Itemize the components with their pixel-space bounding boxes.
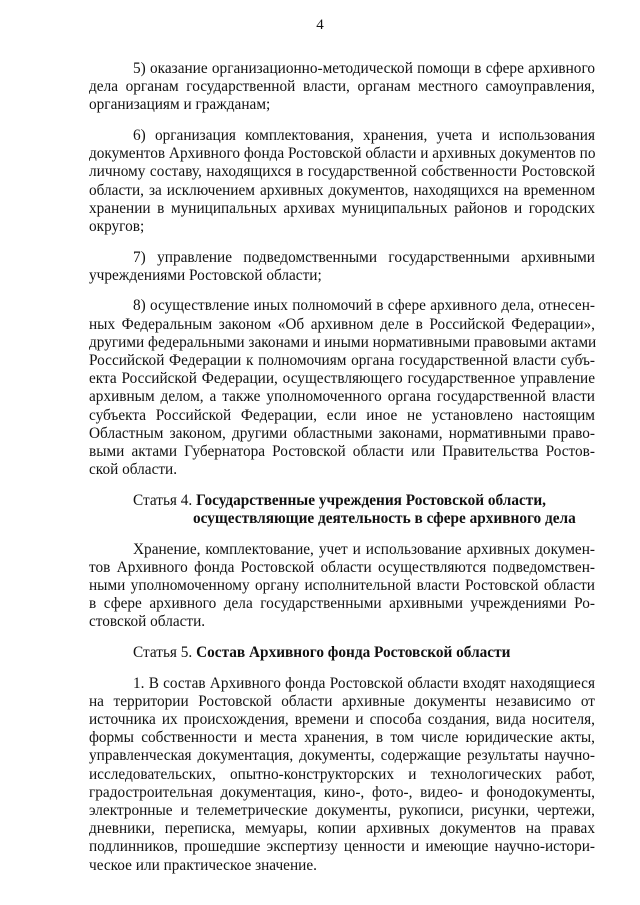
paragraph-item-8: [89, 297, 595, 479]
text-line: дела органам государственной власти, органам местного самоуправления,: [89, 78, 595, 96]
text-line: на территории Ростовской области архивные документы независимо от: [89, 692, 595, 710]
text-line: округов;: [89, 218, 145, 236]
text-line: градостроительная документация, кино-, фото-, видео- и фонодокументы,: [89, 783, 595, 801]
text-line: архивным делом, а также уполномоченного органа государственной власти: [89, 388, 595, 406]
text-line: стовской области.: [89, 613, 206, 631]
text-line: личному составу, находящихся в государственной собственности Ростовской: [89, 163, 595, 181]
text-line: екта Российской Федерации, осуществляющего государственное управление: [89, 370, 595, 388]
text-line: источника их происхождения, времени и способа создания, вида носителя,: [89, 711, 595, 729]
page-number: 4: [316, 17, 324, 33]
text-line: учреждениями Ростовской области;: [89, 266, 322, 284]
text-line: хранении в муниципальных архивах муниципальных районов и городских: [89, 199, 595, 217]
text-line: формы собственности и места хранения, в том числе юридические акты,: [89, 729, 595, 747]
article-4-body: [89, 541, 595, 632]
text-line: 8) осуществление иных полномочий в сфере архивного дела, отнесен-: [133, 297, 595, 315]
text-line: области, за исключением архивных документов, находящихся на временном: [89, 181, 595, 199]
text-line: 7) управление подведомственными государственными архивными: [133, 248, 595, 266]
text-line: ской области.: [89, 461, 178, 479]
article-4-heading: [89, 492, 595, 528]
text-line: субъекта Российской Федерации, если иное не установлено настоящим: [89, 406, 595, 424]
text-line: управленческая документация, документы, содержащие результаты научно-: [89, 747, 595, 765]
text-line: в сфере архивного дела государственными архивными учреждениями Ро-: [89, 595, 595, 613]
article-4-title: Государственные учреждения Ростовской области,: [196, 491, 546, 509]
paragraph-item-6: [89, 127, 595, 236]
document-body: [89, 60, 595, 887]
text-line: 6) организация комплектования, хранения, учета и использования: [133, 127, 595, 144]
text-line: Хранение, комплектование, учет и использование архивных докумен-: [133, 540, 595, 558]
article-5-heading: [89, 644, 595, 662]
text-line: дневники, переписка, мемуары, копии архивных документов на правах: [89, 820, 595, 838]
article-4-label: Статья 4.: [133, 491, 193, 509]
text-line: ческое или практическое значение.: [89, 856, 317, 874]
text-line: организациям и гражданам;: [89, 96, 271, 114]
text-line: исследовательских, опытно-конструкторских и технологических работ,: [89, 765, 595, 783]
text-line: подлинников, прошедшие экспертизу ценности и имеющие научно-истори-: [89, 838, 595, 856]
text-line: 1. В состав Архивного фонда Ростовской области входят находящиеся: [133, 674, 595, 692]
text-line: Областным законом, другими областными законами, нормативными право-: [89, 424, 595, 442]
article-5-title: Состав Архивного фонда Ростовской области: [196, 644, 511, 662]
article-4-title-continued: осуществляющие деятельность в сфере архивного дела: [193, 510, 576, 528]
text-line: 5) оказание организационно-методической помощи в сфере архивного: [133, 60, 595, 77]
text-line: тов Архивного фонда Ростовской области осуществляются подведомствен-: [89, 558, 595, 576]
article-5-body: [89, 675, 595, 875]
text-line: ных Федеральным законом «Об архивном деле в Российской Федерации»,: [89, 315, 595, 333]
text-line: Российской Федерации к полномочиям органа государственной власти субъ-: [89, 352, 595, 370]
text-line: электронные и телеметрические документы, рукописи, рисунки, чертежи,: [89, 802, 595, 820]
text-line: документов Архивного фонда Ростовской области и архивных документов по: [89, 145, 596, 163]
paragraph-item-5: [89, 60, 595, 115]
text-line: ными уполномоченному органу исполнительной власти Ростовской области: [89, 577, 595, 595]
text-line: другими федеральными законами и иными нормативными правовыми актами: [89, 333, 597, 351]
article-5-label: Статья 5.: [133, 644, 193, 662]
text-line: выми актами Губернатора Ростовской области или Правительства Ростов-: [89, 443, 595, 461]
paragraph-item-7: [89, 249, 595, 285]
